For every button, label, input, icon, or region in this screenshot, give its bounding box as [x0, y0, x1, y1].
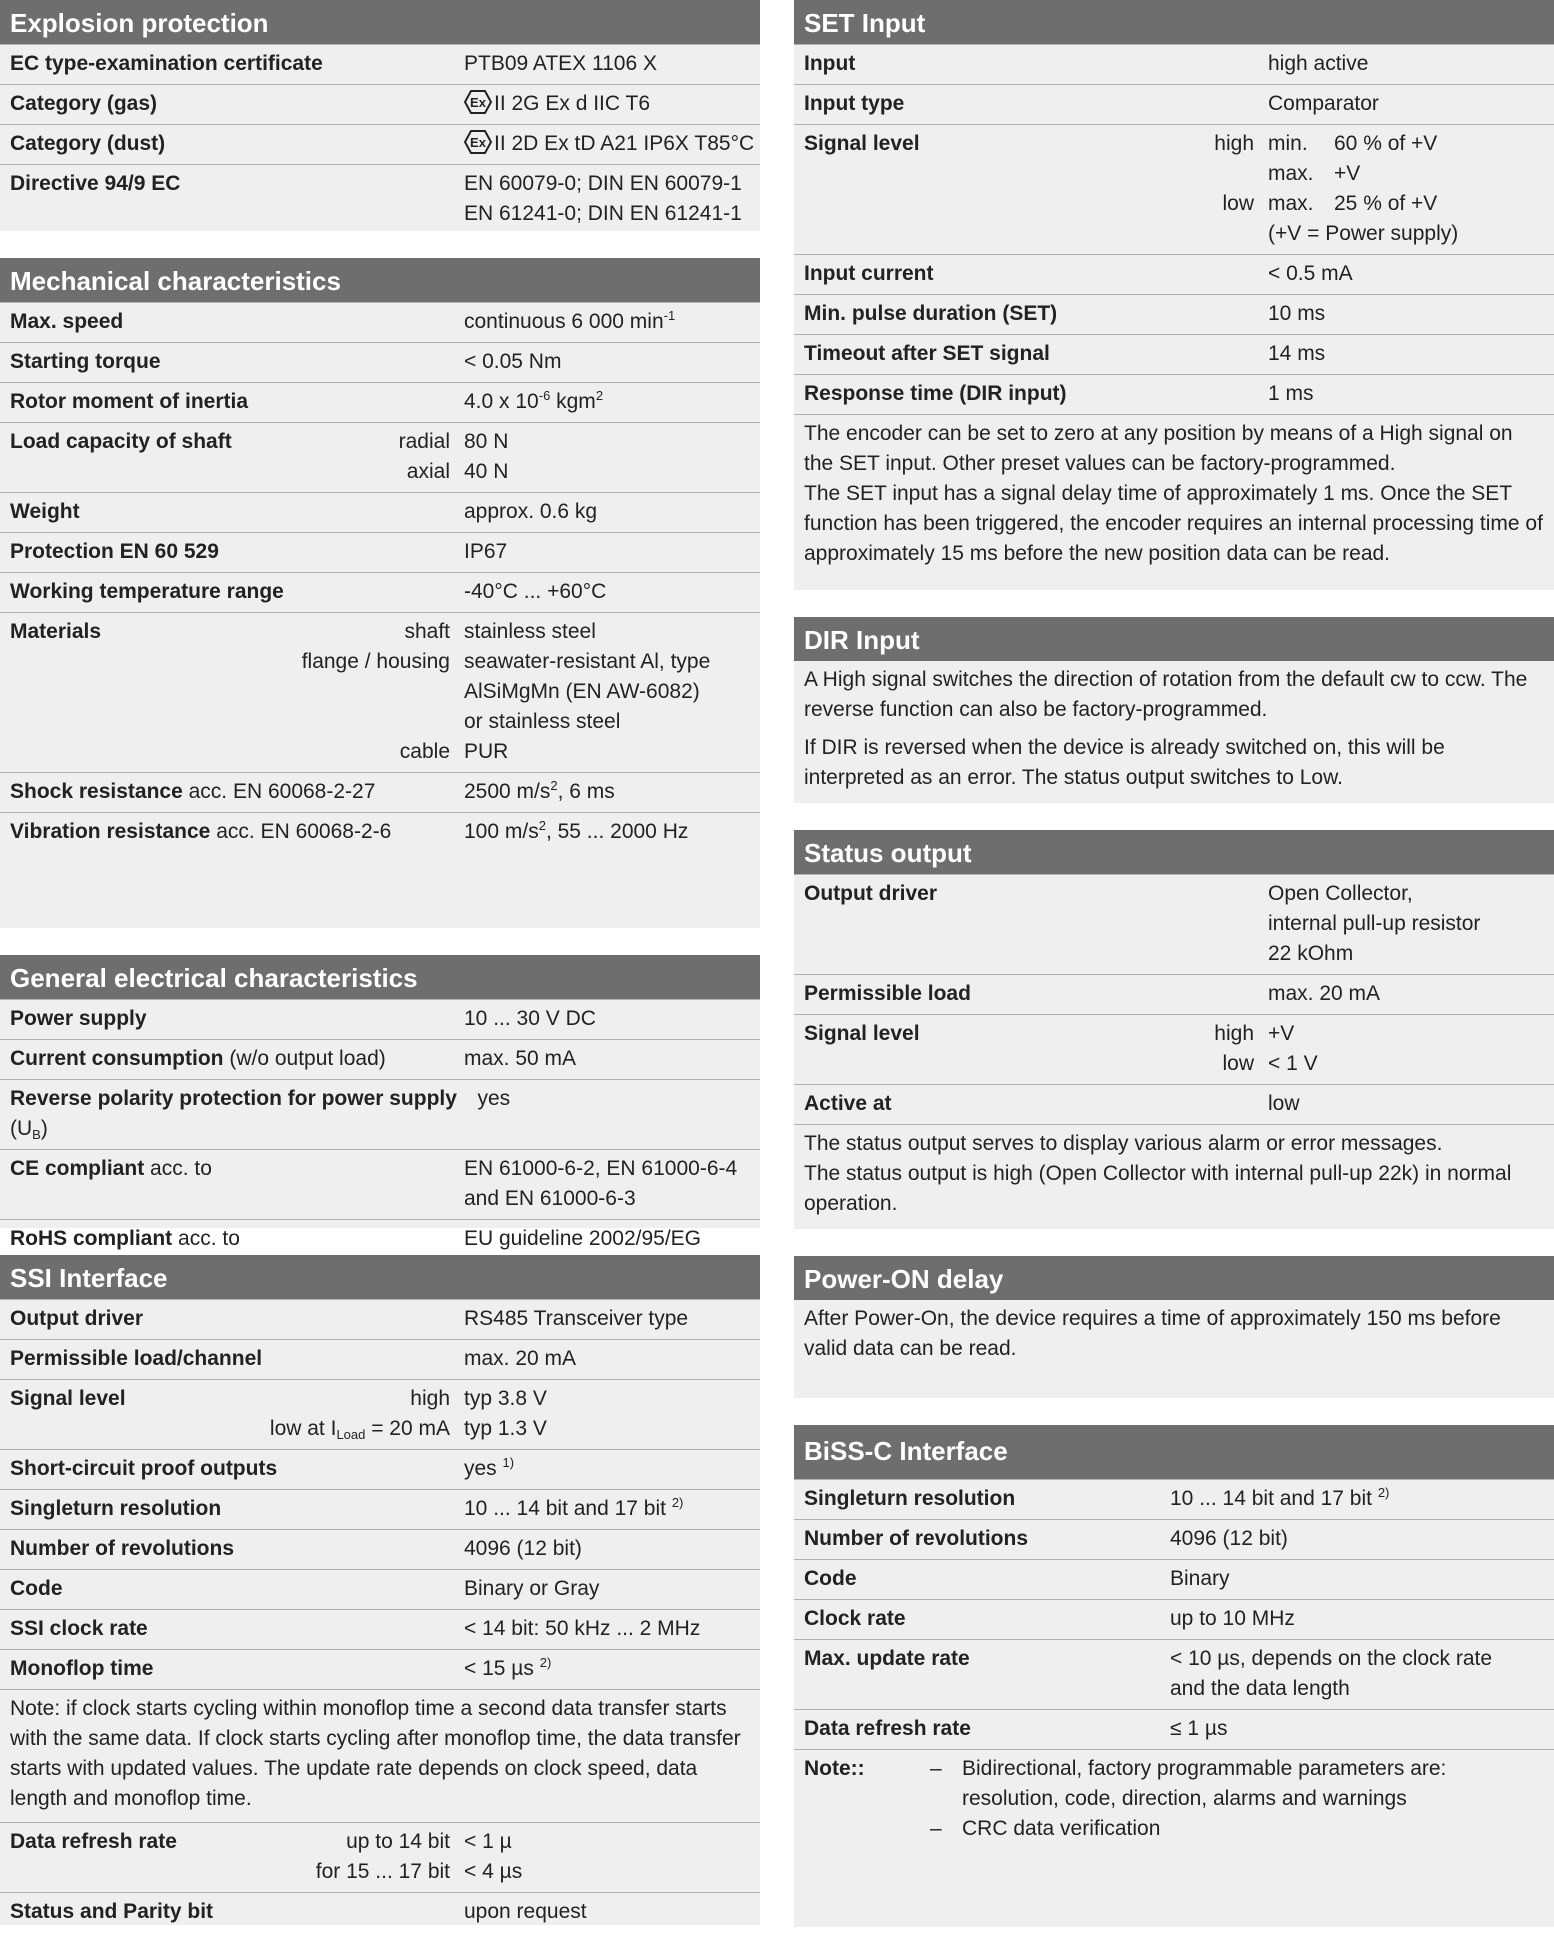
- power-on-section: Power-ON delay After Power-On, the device requires a time of approximately 150 ms before valid data can be read.: [794, 1256, 1554, 1398]
- mechanical-section: [0, 258, 760, 928]
- left-column: [0, 0, 760, 1952]
- svg-text:Ex: Ex: [470, 95, 486, 110]
- section-title: Explosion protection: [0, 0, 760, 44]
- table-row: Singleturn resolution 10 ... 14 bit and 17 bit $^{2)}$: [794, 1479, 1554, 1519]
- section-title: Mechanical characteristics: [0, 258, 760, 302]
- table-row: Shock resistance acc. EN 60068-2-27 2500 $m/s^2$, 6 ms: [0, 772, 760, 812]
- right-column: [794, 0, 1554, 1954]
- table-row: Load capacity of shaft radial axial 80 N 40 N: [0, 422, 760, 492]
- table-row: Working temperature range -40°C ... +60°C: [0, 572, 760, 612]
- set-input-section: [794, 0, 1554, 590]
- table-row: Reverse polarity protection for power supply $(U_B)$ yes: [0, 1079, 760, 1149]
- table-row: Directive 94/9 EC EN 60079-0; DIN EN 60079-1 EN 61241-0; DIN EN 61241-1: [0, 164, 760, 234]
- table-row: Short-circuit proof outputs yes $^{1)}$: [0, 1449, 760, 1489]
- table-row: Protection EN 60 529 IP67: [0, 532, 760, 572]
- table-row: Code Binary or Gray: [0, 1569, 760, 1609]
- table-row: Signal level high low +V < 1 V: [794, 1014, 1554, 1084]
- electrical-section: [0, 955, 760, 1250]
- section-title: Status output: [794, 830, 1554, 874]
- table-row: Weight approx. 0.6 kg: [0, 492, 760, 532]
- table-row: Clock rate up to 10 MHz: [794, 1599, 1554, 1639]
- table-row: Output driver RS485 Transceiver type: [0, 1299, 760, 1339]
- section-title: SET Input: [794, 0, 1554, 44]
- table-row: Data refresh rate ≤ 1 µs: [794, 1709, 1554, 1749]
- list-item: – CRC data verification: [930, 1817, 1161, 1840]
- table-row: Signal level high low min. 60 % of +V max. +V max. 25 % of +V (+V = Power supply): [794, 124, 1554, 254]
- table-row: Min. pulse duration (SET) 10 ms: [794, 294, 1554, 334]
- ssi-note: Note: if clock starts cycling within monoflop time a second data transfer starts with the same data. If clock starts cycling after monoflop time, the data transfer starts with updated values. The update rate depends on clock speed, data length and monoflop time.: [0, 1689, 760, 1822]
- ex-hexagon-icon: [464, 130, 492, 154]
- ex-hexagon-icon: [464, 90, 492, 114]
- table-row: Permissible load max. 20 mA: [794, 974, 1554, 1014]
- table-row: Status and Parity bit upon request: [0, 1892, 760, 1932]
- table-row: Materials shaft flange / housing cable stainless steel seawater-resistant Al, type AlSiMgMn (EN AW-6082) or stainless steel PUR: [0, 612, 760, 772]
- table-row: Starting torque < 0.05 Nm: [0, 342, 760, 382]
- status-description: The status output serves to display various alarm or error messages. The status output is high (Open Collector with internal pull-up 22k) in normal operation.: [794, 1124, 1554, 1227]
- table-row: Input current < 0.5 mA: [794, 254, 1554, 294]
- ssi-section: [0, 1255, 760, 1925]
- table-row: Number of revolutions 4096 (12 bit): [0, 1529, 760, 1569]
- table-row: Active at low: [794, 1084, 1554, 1124]
- table-row: Category (dust) Ex II 2D Ex tD A21 IP6X T85°C: [0, 124, 760, 164]
- table-row: RoHS compliant acc. to EU guideline 2002/95/EG: [0, 1219, 760, 1259]
- table-row: Response time (DIR input) 1 ms: [794, 374, 1554, 414]
- table-row: Timeout after SET signal 14 ms: [794, 334, 1554, 374]
- explosion-protection-section: [0, 0, 760, 231]
- section-title: BiSS-C Interface: [794, 1425, 1554, 1479]
- table-row: Max. update rate < 10 µs, depends on the clock rate and the data length: [794, 1639, 1554, 1709]
- table-row: Category (gas) Ex II 2G Ex d IIC T6: [0, 84, 760, 124]
- table-row: Output driver Open Collector, internal pull-up resistor 22 kOhm: [794, 874, 1554, 974]
- table-row: Power supply 10 ... 30 V DC: [0, 999, 760, 1039]
- table-row: Max. speed continuous 6 000 $\min^{-1}$: [0, 302, 760, 342]
- svg-text:Ex: Ex: [470, 135, 486, 150]
- biss-note: Note:: – Bidirectional, factory programmable parameters are: resolution, code, direction, alarms and warnings – CRC data verification: [794, 1749, 1554, 1849]
- table-row: Signal level high low at $I_{Load} = 20$ mA typ 3.8 V typ 1.3 V: [0, 1379, 760, 1449]
- section-title: Power-ON delay: [794, 1256, 1554, 1300]
- table-row: CE compliant acc. to EN 61000-6-2, EN 61000-6-4 and EN 61000-6-3: [0, 1149, 760, 1219]
- section-title: General electrical characteristics: [0, 955, 760, 999]
- dir-input-section: DIR Input A High signal switches the direction of rotation from the default cw to ccw. The reverse function can also be factory-programmed. If DIR is reversed when the device is already switched on, this will be interpreted as an error. The status output switches to Low.: [794, 617, 1554, 803]
- biss-section: [794, 1425, 1554, 1927]
- section-title: DIR Input: [794, 617, 1554, 661]
- section-title: SSI Interface: [0, 1255, 760, 1299]
- table-row: Singleturn resolution 10 ... 14 bit and 17 bit $^{2)}$: [0, 1489, 760, 1529]
- table-row: Vibration resistance acc. EN 60068-2-6 100 $m/s^2$, 55 ... 2000 Hz: [0, 812, 760, 852]
- table-row: Permissible load/channel max. 20 mA: [0, 1339, 760, 1379]
- table-row: Monoflop time < 15 µs $^{2)}$: [0, 1649, 760, 1689]
- set-description: The encoder can be set to zero at any position by means of a High signal on the SET input. Other preset values can be factory-programmed. The SET input has a signal delay time of approximately 1 ms. Once the SET function has been triggered, the encoder requires an internal processing time of approximately 15 ms before the new position data can be read.: [794, 414, 1554, 577]
- table-row: Current consumption (w/o output load) max. 50 mA: [0, 1039, 760, 1079]
- table-row: SSI clock rate < 14 bit: 50 kHz ... 2 MHz: [0, 1609, 760, 1649]
- status-output-section: [794, 830, 1554, 1229]
- table-row: Number of revolutions 4096 (12 bit): [794, 1519, 1554, 1559]
- table-row: Input high active: [794, 44, 1554, 84]
- list-item: – Bidirectional, factory programmable parameters are: resolution, code, direction, alarms and warnings: [930, 1757, 1447, 1810]
- table-row: Rotor moment of inertia 4.0 x $10^{-6}$ kgm$^2$: [0, 382, 760, 422]
- table-row: Code Binary: [794, 1559, 1554, 1599]
- table-row: Data refresh rate up to 14 bit for 15 ... 17 bit < 1 µ < 4 µs: [0, 1822, 760, 1892]
- table-row: EC type-examination certificate PTB09 ATEX 1106 X: [0, 44, 760, 84]
- table-row: Input type Comparator: [794, 84, 1554, 124]
